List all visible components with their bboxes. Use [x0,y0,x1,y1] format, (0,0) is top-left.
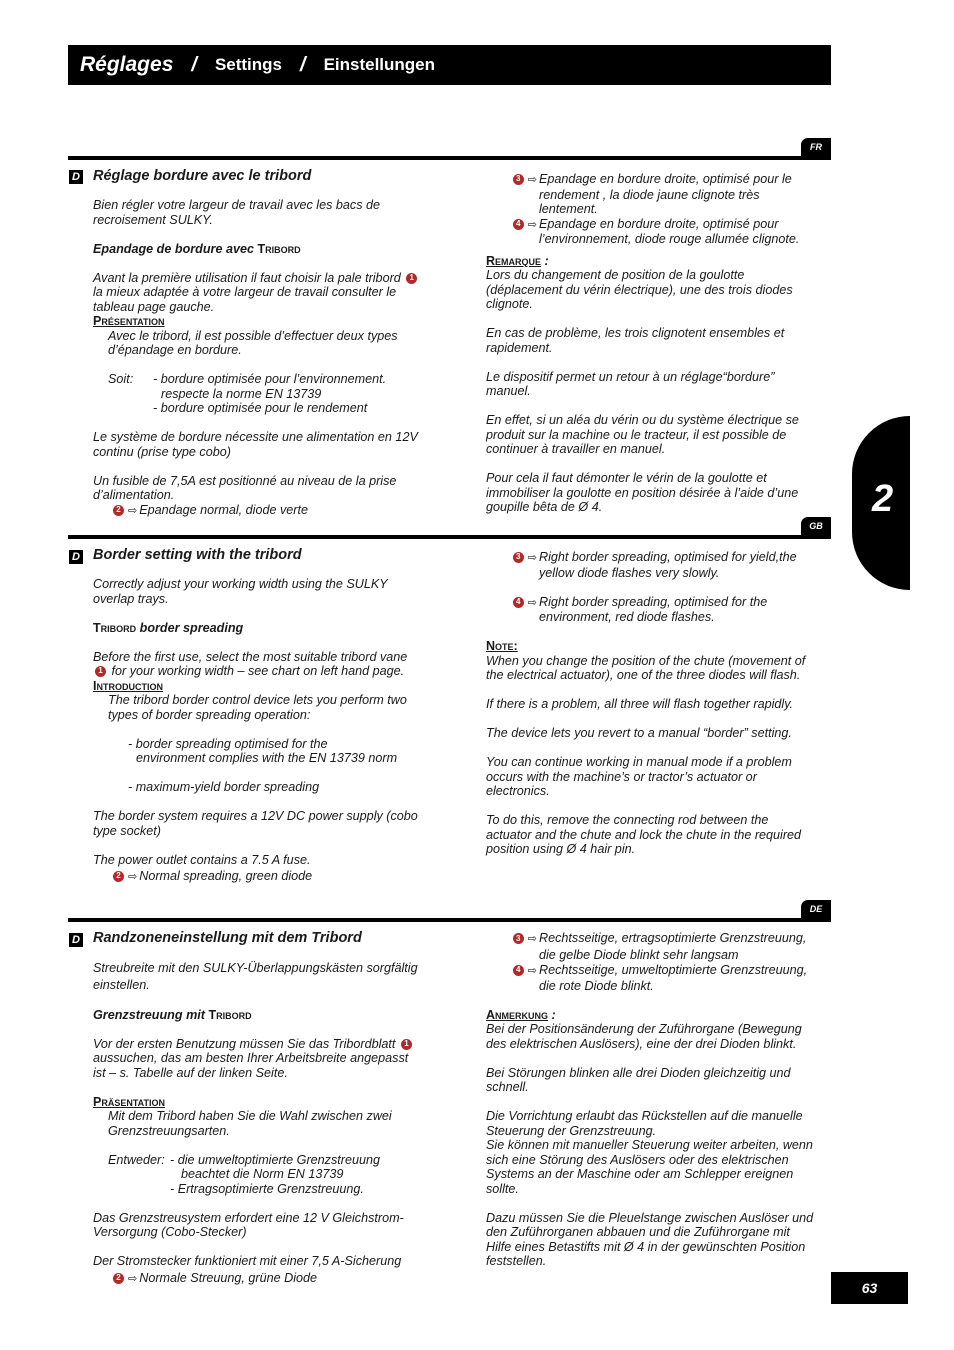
header-title-fr: Réglages [80,53,174,76]
list-item [486,217,814,247]
arrow-icon: ⇨ [527,174,537,186]
paragraph: Der Stromstecker funktioniert mit einer 7,5 A-Sicherung [93,1254,402,1268]
paragraph-text: aussuchen, das am besten Ihrer Arbeitsbreite angepasst ist – s. Tabelle auf der linken Seite. [93,1051,409,1080]
lang-tab-de: DE [801,900,831,918]
section-rule-de [68,918,831,922]
item-text: Epandage en bordure droite, optimisé pour le rendement , la diode jaune clignote très lentement. [539,172,792,216]
section-rule-gb [68,535,831,539]
item-text: Normal spreading, green diode [139,869,313,883]
paragraph: En cas de problème, les trois clignotent ensembles et rapidement. [486,326,785,355]
header-title-de: Einstellungen [323,55,436,74]
paragraph-text: Vor der ersten Benutzung müssen Sie das Tribordblatt [93,1036,399,1051]
marker-1-icon: 1 [401,1039,412,1050]
marker-1-icon: 1 [406,273,417,284]
subheading [93,242,423,257]
remark-label: Remarque [486,253,542,268]
subheading-text: Tribord [257,241,301,256]
list-item: - bordure optimisée pour l’environnement. [153,372,387,386]
remark-colon: : [548,1007,556,1022]
paragraph: Bei Störungen blinken alle drei Dioden gleichzeitig und schnell. [486,1065,791,1094]
paragraph: Das Grenzstreusystem erfordert eine 12 V Gleichstrom-Versorgung (Cobo-Stecker) [93,1210,404,1239]
list-item: - bordure optimisée pour le rendement [153,401,368,415]
paragraph: Le dispositif permet un retour à un réglage“bordure” manuel. [486,369,775,398]
arrow-icon: ⇨ [128,871,138,883]
paragraph: Dazu müssen Sie die Pleuelstange zwischen Auslöser und den Zuführorganen abbauen und die Zuführorgane mit Hilfe eines Betastifts mit Ø 4 in der gewünschten Position feststellen. [486,1210,814,1268]
section-title: Border setting with the tribord [93,547,302,563]
item-text: Right border spreading, optimised for the environment, red diode flashes. [539,594,768,624]
list-item: - die umweltoptimierte Grenzstreuung [170,1152,380,1167]
paragraph: Un fusible de 7,5A est positionné au niveau de la prise d’alimentation. [93,473,397,502]
page-number: 63 [831,1272,908,1304]
arrow-icon: ⇨ [128,504,138,517]
marker-4-icon: 4 [513,965,524,976]
list-item: - maximum-yield border spreading [128,780,320,794]
remark-heading [486,1008,814,1023]
header-separator: / [191,53,197,76]
label-presentation: Présentation [93,314,165,328]
paragraph: Pour cela il faut démonter le vérin de la goulotte et immobiliser la goulotte en position désirée à l’aide d’une goupille bêta de Ø 4. [486,471,799,514]
header-title-gb: Settings [214,55,282,74]
list-item [93,869,423,885]
lang-tab-gb: GB [801,517,831,535]
arrow-icon: ⇨ [128,1272,138,1285]
list-item: beachtet die Norm EN 13739 [181,1167,344,1181]
d-label: D [69,933,83,947]
marker-3-icon: 3 [513,933,524,944]
section-title: Randzoneneinstellung mit dem Tribord [93,930,362,946]
list-item [486,963,814,993]
soit-label: Soit: [108,372,134,386]
subheading-text: border spreading [136,620,244,635]
list-item [486,595,814,625]
item-text: Epandage en bordure droite, optimisé pour l’environnement, diode rouge allumée clignote. [539,216,800,246]
subheading-text: Epandage de bordure avec [93,241,258,256]
paragraph [93,1037,423,1081]
paragraph: Bien régler votre largeur de travail avec les bacs de recroisement SULKY. [93,198,381,227]
list-item [486,931,814,963]
soit-line [93,372,423,387]
arrow-icon: ⇨ [527,596,537,609]
fr-right-column [486,172,814,515]
de-right-column [486,931,814,1269]
paragraph: Lors du changement de position de la goulotte (déplacement du vérin électrique), une des trois diodes clignote. [486,268,793,311]
subheading-text: Grenzstreuung mit [93,1007,209,1022]
item-text: Normale Streuung, grüne Diode [139,1270,318,1285]
label-presentation: Präsentation [93,1094,166,1109]
item-text: Epandage normal, diode verte [139,502,308,517]
list-item [486,550,814,580]
list-item [93,1271,423,1287]
marker-3-icon: 3 [513,174,524,185]
paragraph-text: Avant la première utilisation il faut choisir la pale tribord [93,270,405,285]
paragraph: The border system requires a 12V DC power supply (cobo type socket) [93,809,418,838]
paragraph: Streubreite mit den SULKY-Überlappungskästen sorgfältig einstellen. [93,961,418,992]
paragraph: En effet, si un aléa du vérin ou du système électrique se produit sur la machine ou le tracteur, il est possible de continuer à travailler en manuel. [486,413,799,456]
paragraph-text: la mieux adaptée à votre largeur de travail consulter le tableau page gauche. [93,285,397,314]
header-separator: / [300,53,306,76]
paragraph: You can continue working in manual mode if a problem occurs with the machine’s or tractor’s actuator or electronics. [486,755,792,798]
marker-3-icon: 3 [513,552,524,563]
paragraph: Die Vorrichtung erlaubt das Rückstellen auf die manuelle Steuerung der Grenzstreuung. [486,1109,803,1138]
list-item [93,503,423,519]
subheading-text: Tribord [93,620,137,635]
remark-colon: : [541,253,549,268]
paragraph [93,271,423,315]
fr-left-column [93,169,423,518]
subheading [93,1008,423,1023]
de-left-column [93,931,423,1286]
chapter-number: 2 [872,478,894,520]
list-item: respecte la norme EN 13739 [161,386,322,401]
entweder-line [93,1153,423,1168]
paragraph: Bei der Positionsänderung der Zuführorgane (Bewegung des elektrischen Auslösers), eine der drei Dioden blinkt. [486,1022,802,1051]
marker-2-icon: 2 [113,871,124,882]
page-header [68,45,831,85]
gb-left-column [93,548,423,885]
entweder-label: Entweder: [108,1152,165,1167]
paragraph: Mit dem Tribord haben Sie die Wahl zwischen zwei Grenzstreuungsarten. [108,1109,392,1138]
d-label: D [69,550,83,564]
marker-2-icon: 2 [113,1273,124,1284]
item-text: Rechtsseitige, umweltoptimierte Grenzstreuung, die rote Diode blinkt. [539,963,808,993]
paragraph: Le système de bordure nécessite une alimentation en 12V continu (prise type cobo) [93,430,418,459]
subheading-text: Tribord [208,1007,252,1022]
note-label: Note: [486,639,518,653]
paragraph: The device lets you revert to a manual “border” setting. [486,726,792,740]
gb-right-column [486,550,814,857]
paragraph: Sie können mit manueller Steuerung weiter arbeiten, wenn sich eine Störung des Auslösers oder des elektrischen Systems an der Maschine oder am Schlepper ereignen sollte. [486,1138,813,1196]
remark-label: Anmerkung [486,1007,549,1022]
paragraph: Correctly adjust your working width using the SULKY overlap trays. [93,577,388,606]
marker-4-icon: 4 [513,597,524,608]
arrow-icon: ⇨ [527,965,537,977]
marker-1-icon: 1 [95,666,106,677]
item-text: Right border spreading, optimised for yield,the yellow diode flashes very slowly. [539,550,797,580]
paragraph: The tribord border control device lets you perform two types of border spreading operation: [108,693,407,722]
paragraph: To do this, remove the connecting rod between the actuator and the chute and lock the chute in the required position using Ø 4 hair pin. [486,813,802,856]
label-introduction: Introduction [93,678,163,693]
lang-tab-fr: FR [801,138,831,156]
arrow-icon: ⇨ [527,933,537,945]
marker-2-icon: 2 [113,505,124,516]
paragraph: When you change the position of the chute (movement of the electrical actuator), one of the three diodes will flash. [486,653,806,682]
section-title: Réglage bordure avec le tribord [93,168,312,184]
paragraph-text: for your working width – see chart on left hand page. [108,664,405,678]
list-item: environment complies with the EN 13739 norm [136,751,398,765]
section-rule-fr [68,156,831,160]
list-item [486,172,814,217]
subheading [93,621,423,636]
paragraph: The power outlet contains a 7.5 A fuse. [93,852,311,867]
arrow-icon: ⇨ [527,218,537,231]
list-item: - Ertragsoptimierte Grenzstreuung. [170,1181,364,1196]
paragraph-text: Before the first use, select the most suitable tribord vane [93,649,408,664]
list-item: - border spreading optimised for the [128,736,328,751]
marker-4-icon: 4 [513,219,524,230]
remark-heading [486,254,814,269]
arrow-icon: ⇨ [527,552,537,564]
item-text: Rechtsseitige, ertragsoptimierte Grenzstreuung, die gelbe Diode blinkt sehr langsam [539,931,807,962]
paragraph [93,650,423,679]
paragraph: If there is a problem, all three will flash together rapidly. [486,697,794,711]
d-label: D [69,170,83,184]
paragraph: Avec le tribord, il est possible d’effectuer deux types d’épandage en bordure. [108,328,398,357]
